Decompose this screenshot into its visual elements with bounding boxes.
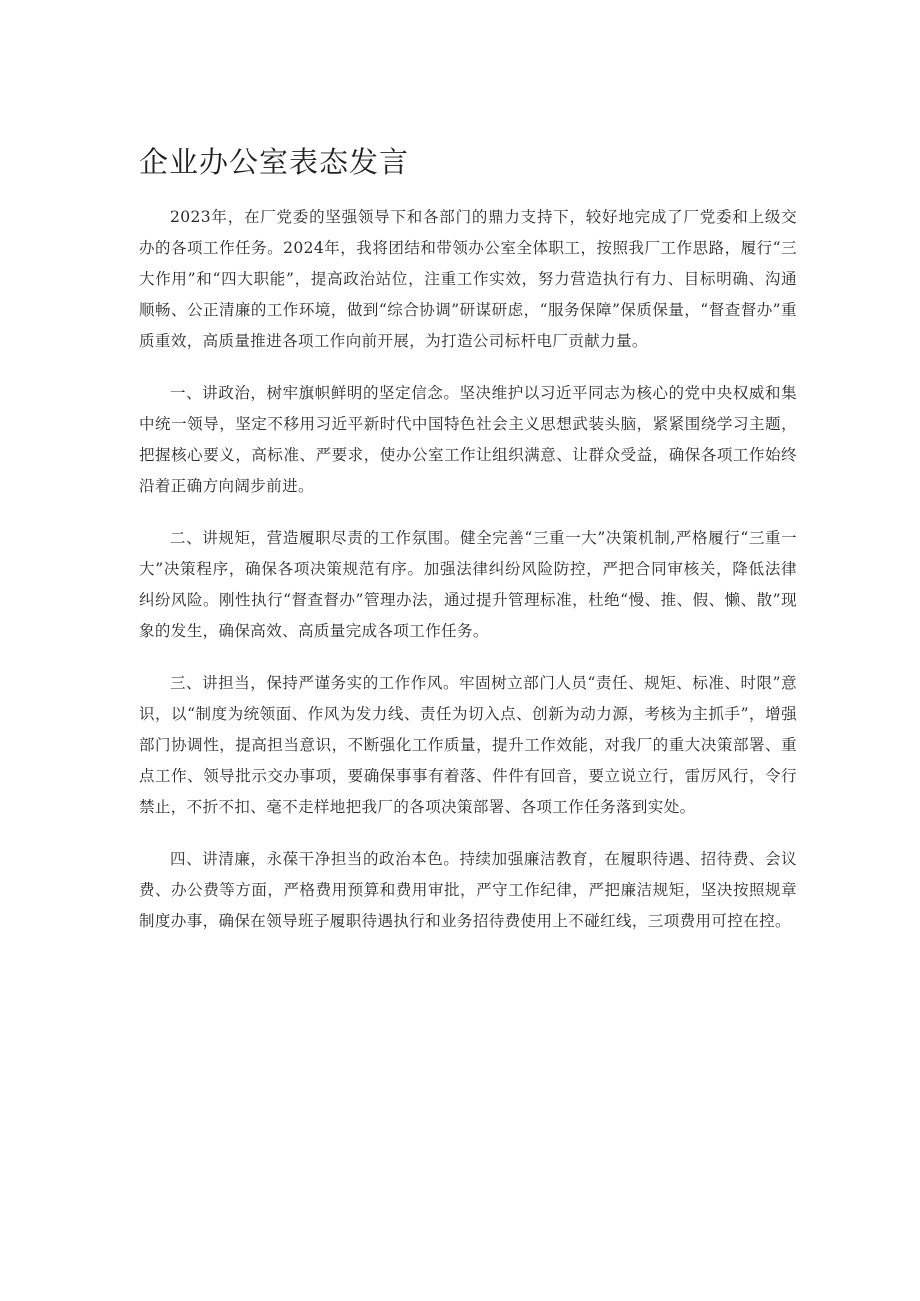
paragraph-intro: 2023年，在厂党委的坚强领导下和各部门的鼎力支持下，较好地完成了厂党委和上级交办的各项工作任务。2024年，我将团结和带领办公室全体职工，按照我厂工作思路，履行“三大作用”和“四大职能”，提高政治站位，注重工作实效，努力营造执行有力、目标明确、沟通顺畅、公正清廉的工作环境，做到“综合协调”研谋研虑，“服务保障”保质保量，“督查督办”重质重效，高质量推进各项工作向前开展，为打造公司标杆电厂贡献力量。 [139, 208, 797, 350]
document-title: 企业办公室表态发言 [139, 145, 410, 179]
paragraph-integrity: 四、讲清廉，永葆干净担当的政治本色。持续加强廉洁教育，在履职待遇、招待费、会议费、办公费等方面，严格费用预算和费用审批，严守工作纪律，严把廉洁规矩，坚决按照规章制度办事，确保在领导班子履职待遇执行和业务招待费使用上不碰红线，三项费用可控在控。 [139, 850, 797, 930]
paragraph-rules: 二、讲规矩，营造履职尽责的工作氛围。健全完善“三重一大”决策机制,严格履行“三重一大”决策程序，确保各项决策规范有序。加强法律纠纷风险防控，严把合同审核关，降低法律纠纷风险。刚性执行“督查督办”管理办法，通过提升管理标准，杜绝“慢、推、假、懒、散”现象的发生，确保高效、高质量完成各项工作任务。 [139, 529, 797, 640]
document-body [139, 202, 797, 958]
paragraph-politics: 一、讲政治，树牢旗帜鲜明的坚定信念。坚决维护以习近平同志为核心的党中央权威和集中统一领导，坚定不移用习近平新时代中国特色社会主义思想武装头脑，紧紧围绕学习主题，把握核心要义，高标准、严要求，使办公室工作让组织满意、让群众受益，确保各项工作始终沿着正确方向阔步前进。 [139, 384, 797, 495]
paragraph-responsibility: 三、讲担当，保持严谨务实的工作作风。牢固树立部门人员“责任、规矩、标准、时限”意识，以“制度为统领面、作风为发力线、责任为切入点、创新为动力源，考核为主抓手”，增强部门协调性，提高担当意识，不断强化工作质量，提升工作效能，对我厂的重大决策部署、重点工作、领导批示交办事项，要确保事事有着落、件件有回音，要立说立行，雷厉风行，令行禁止，不折不扣、毫不走样地把我厂的各项决策部署、各项工作任务落到实处。 [139, 674, 797, 816]
